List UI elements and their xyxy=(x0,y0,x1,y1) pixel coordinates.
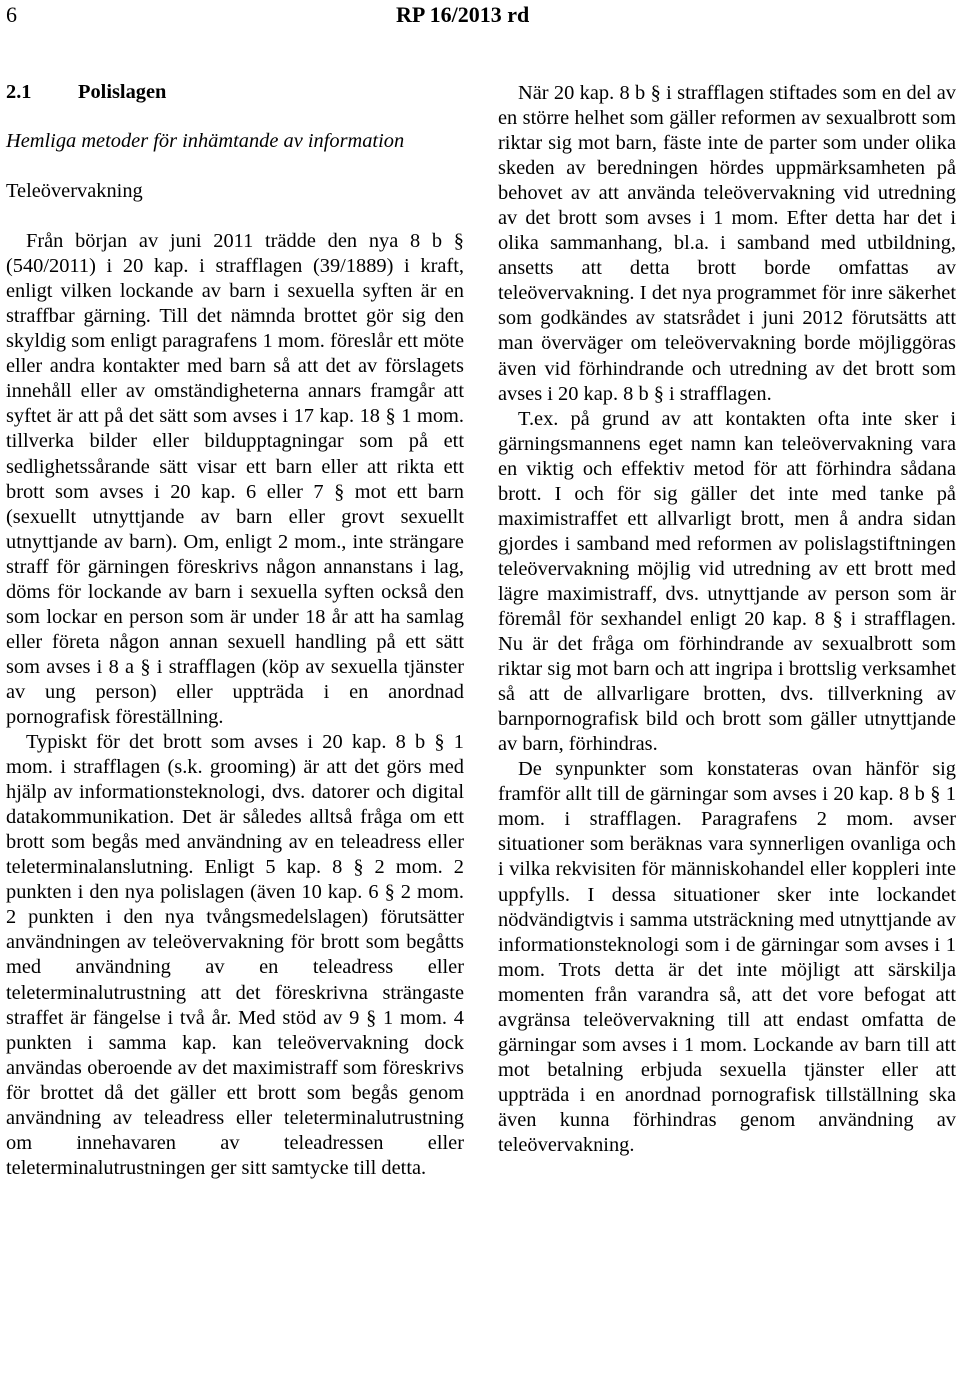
subheading: Hemliga metoder för inhämtande av information xyxy=(6,130,405,152)
right-column xyxy=(498,81,956,1158)
body-paragraph: När 20 kap. 8 b § i strafflagen stiftades som en del av en större helhet som gäller reformen av sexualbrott som riktar sig mot barn, fäste inte de parter som under olika skeden av beredningen hördes uppmärksamheten på behovet av att använda teleövervakning vid utredning av det brott som avses i 1 mom. Efter detta har det i olika sammanhang, bl.a. i samband med utbildning, ansetts att detta brott borde omfattas av teleövervakning. I det nya programmet för inre säkerhet som godkändes av statsrådet i juni 2012 förutsätts att man överväger om teleövervakning borde möjliggöras även vid förhindrande och utredning av det brott som avses i 20 kap. 8 b § i strafflagen. xyxy=(498,82,956,405)
page-number: 6 xyxy=(6,2,17,27)
body-paragraph: Från början av juni 2011 trädde den nya 8 b § (540/2011) i 20 kap. i strafflagen (39/1889) i kraft, enligt vilken lockande av barn i sexuella syften är en straffbar gärning. Till det nämnda brottet gör sig den skyldig som enligt paragrafens 1 mom. föreslår ett möte eller andra kontakter med barn så att det av förslagets innehåll eller av omständigheterna annars framgår att syftet är att på det sätt som avses i 17 kap. 18 § 1 mom. tillverka bilder eller bildupptagningar som på ett sedlighetssårande sätt visar ett barn eller att rikta ett brott som avses i 20 kap. 6 eller 7 § mot ett barn (sexuellt utnyttjande av barn eller grovt sexuellt utnyttjande av barn). Om, enligt 2 mom., inte strängare straff för gärningen föreskrivs någon annanstans i lag, döms för lockande av barn i sexuella syften också den som lockar en person som är under 18 år att ha samlag eller företa någon annan sexuell handling på ett sätt som avses i 8 a § i strafflagen (köp av sexuella tjänster av ung person) eller uppträda i en anordnad pornografisk föreställning. xyxy=(6,230,464,728)
subsubheading: Teleövervakning xyxy=(6,180,143,203)
section-number: 2.1 xyxy=(6,81,32,103)
body-paragraph: Typiskt för det brott som avses i 20 kap. 8 b § 1 mom. i strafflagen (s.k. grooming) är att det görs med hjälp av informationsteknologi, dvs. datorer och digital datakommunikation. Det är således alltså fråga om ett brott som begås med användning av en teleadress eller teleterminalanslutning. Enligt 5 kap. 8 § 2 mom. 2 punkten i den nya polislagen (även 10 kap. 6 § 2 mom. 2 punkten i den nya tvångsmedelslagen) förutsätter användningen av teleövervakning för brott som begåtts med användning av en teleadress eller teleterminalutrustning att det föreskrivna strängaste straffet är fängelse i två år. Med stöd av 9 § 1 mom. 4 punkten i samma kap. kan teleövervakning dock användas oberoende av det maximistraff som föreskrivs för brottet då det gäller ett brott som begås genom användning av teleadress eller teleterminalutrustning om innehavaren av teleadressen eller teleterminalutrustningen ger sitt samtycke till detta. xyxy=(6,731,464,1179)
page-header xyxy=(6,2,946,32)
body-paragraph: De synpunkter som konstateras ovan hänför sig framför allt till de gärningar som avses i 20 kap. 8 b § 1 mom. i strafflagen. Paragrafens 2 mom. avser situationer som beräknas vara synnerligen ovanliga och i vilka rekvisiten för människohandel eller koppleri inte uppfylls. I dessa situationer sker inte lockandet nödvändigtvis i samma utsträckning med utnyttjande av informationsteknologi som i de gärningar som avses i 1 mom. Trots detta är det inte möjligt att särskilja momenten från varandra så, att det vore befogat att avgränsa teleövervakning till att endast omfatta de gärningar som avses i 1 mom. Lockande av barn till att mot betalning erbjuda sexuella tjänster eller att uppträda i en anordnad pornografisk tillställning ska även kunna förhindras genom användning av teleövervakning. xyxy=(498,758,956,1156)
document-reference: RP 16/2013 rd xyxy=(396,2,530,27)
left-column xyxy=(6,80,464,1181)
body-paragraph: T.ex. på grund av att kontakten ofta inte sker i gärningsmannens eget namn kan teleövervakning vara en viktig och effektiv metod för att förhindra sådana brott. I och för sig gäller det inte med tanke på maximistraffet ett allvarligt brott, men å andra sidan gjordes i samband med reformen av polislagstiftningen teleövervakning möjlig vid utredning av ett brott med lägre maximistraff, dvs. utnyttjande av person som är föremål för sexhandel enligt 20 kap. 8 § i strafflagen. Nu är det fråga om förhindrande av sexualbrott som riktar sig mot barn och att ingripa i brottslig verksamhet så att de allvarligare brotten, dvs. tillverkning av barnpornografisk bild och brott som gäller utnyttjande av barn, förhindras. xyxy=(498,407,956,756)
section-title: Polislagen xyxy=(78,81,167,103)
section-heading xyxy=(6,80,464,105)
